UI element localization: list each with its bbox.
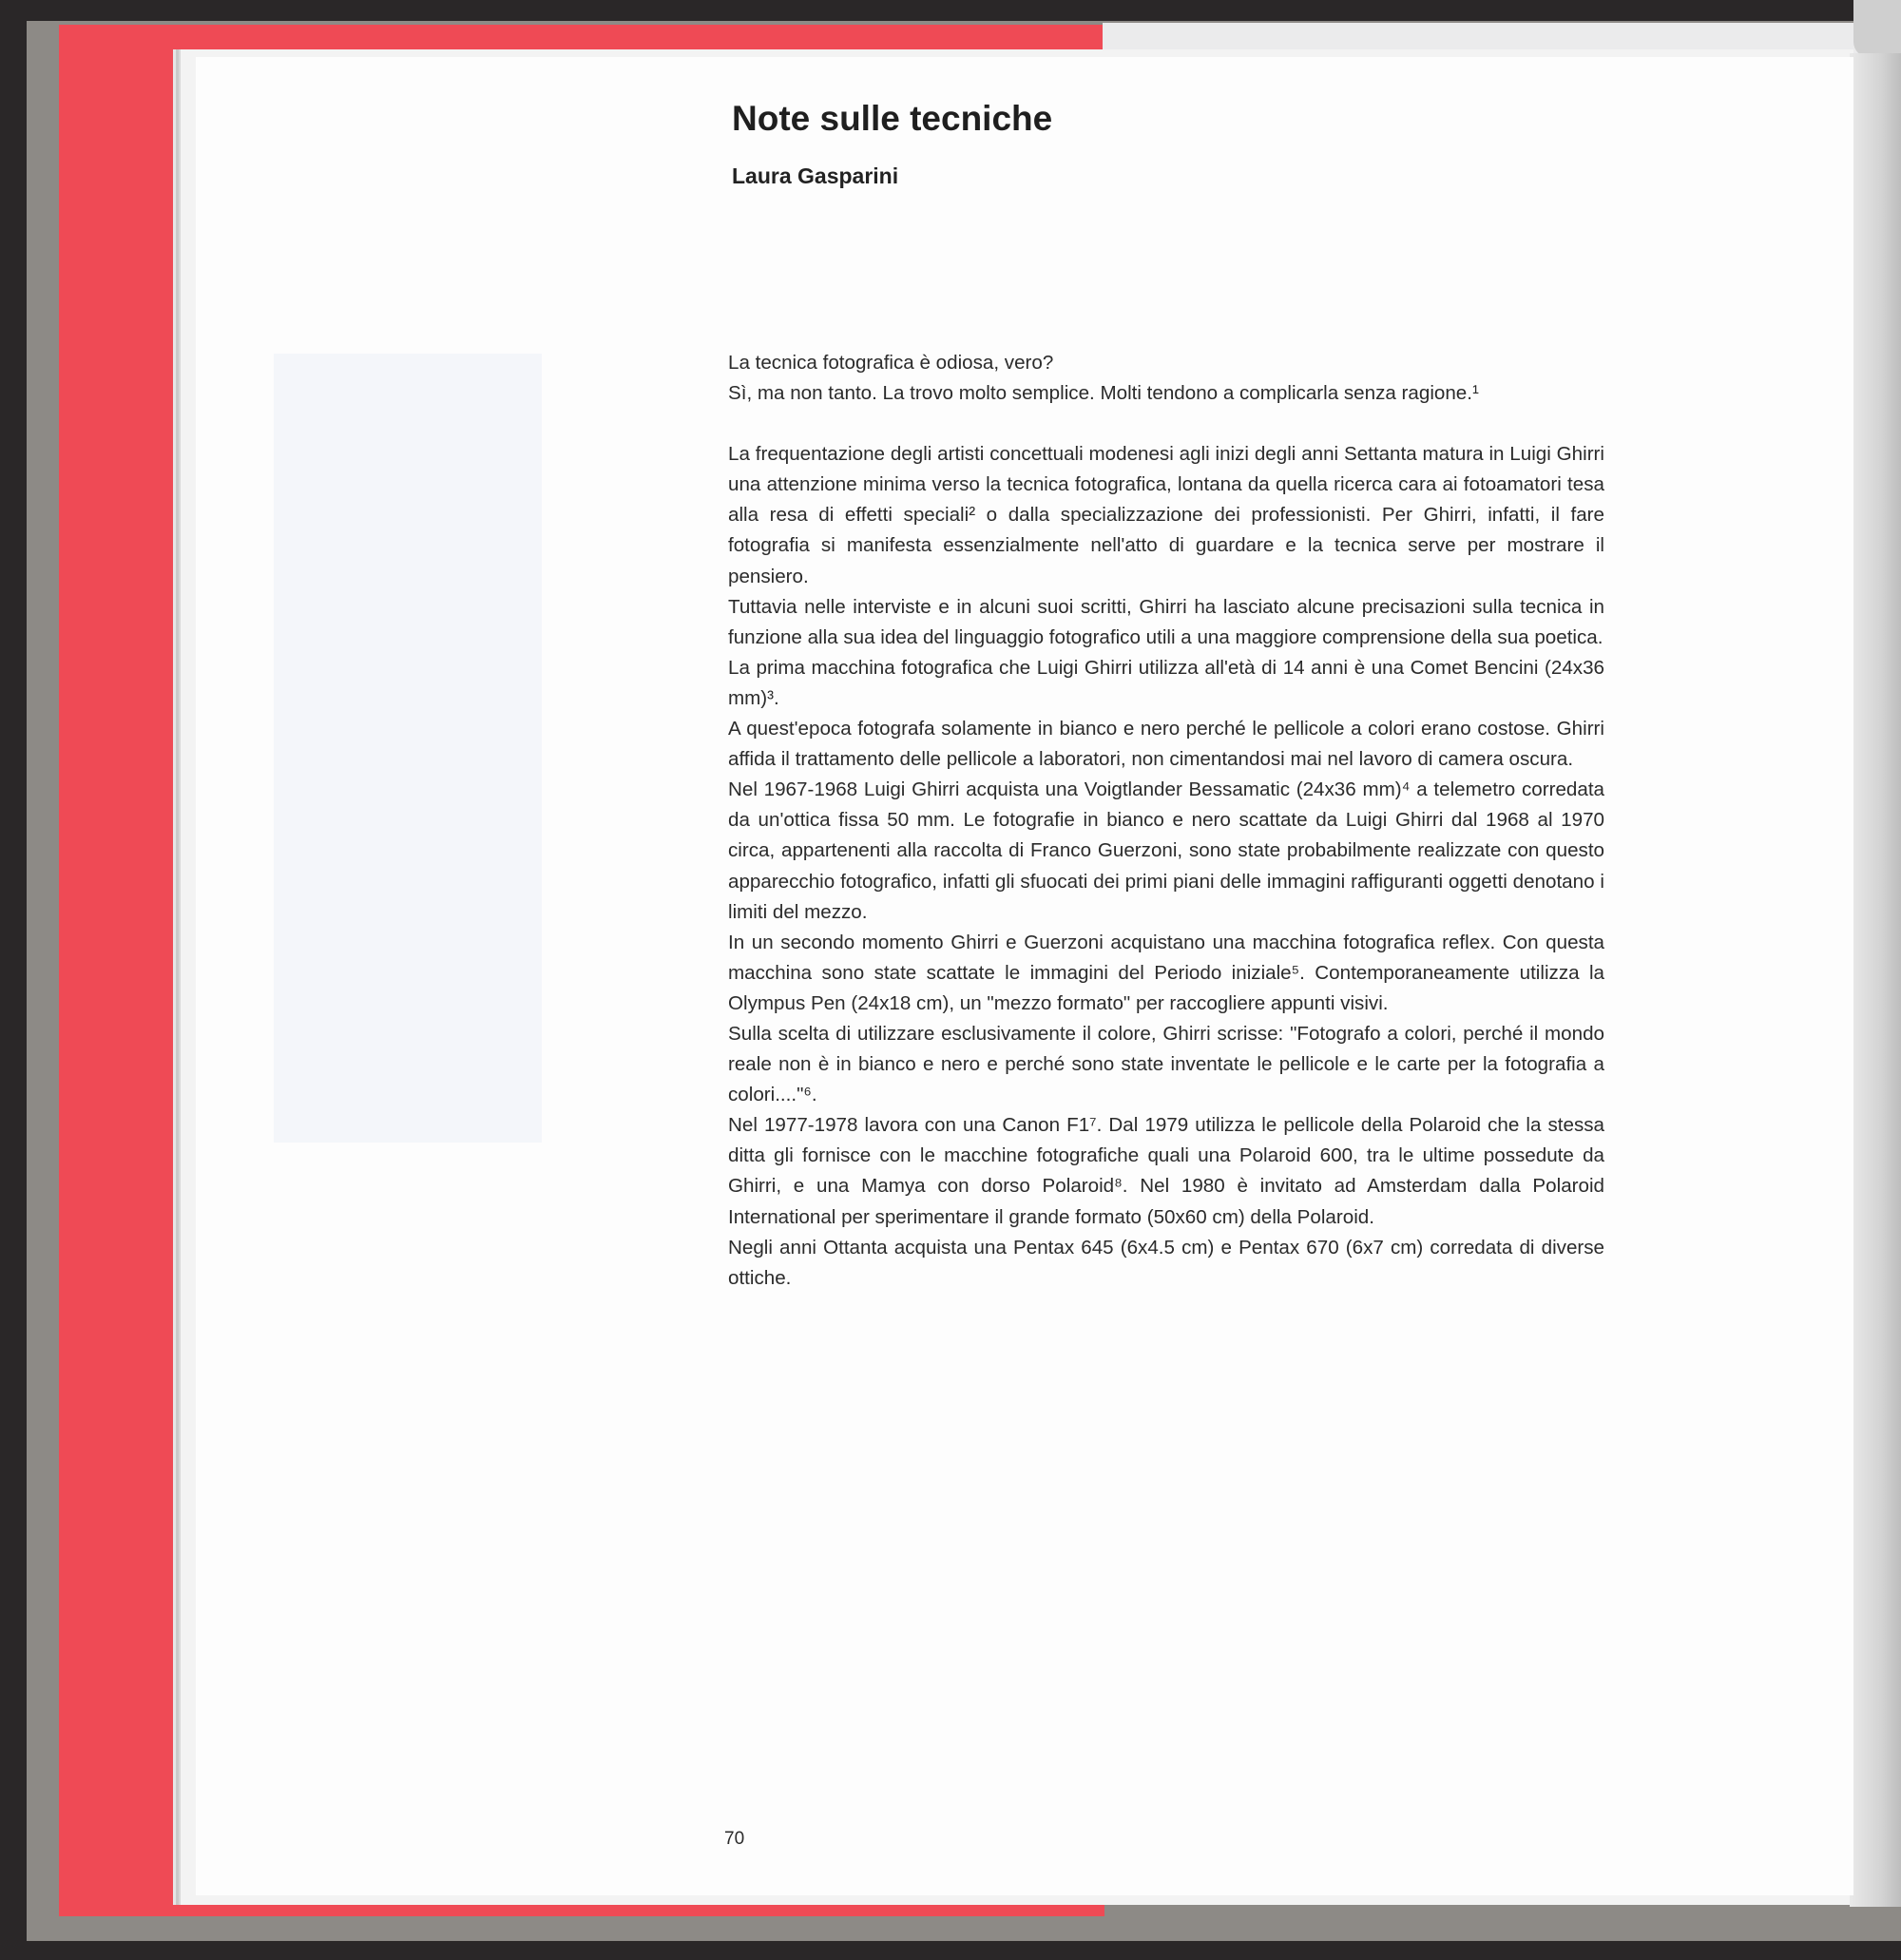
body-paragraph: A quest'epoca fotografa solamente in bianco e nero perché le pellicole a colori erano costose. Ghirri affida il trattamento delle pellicole a laboratori, non cimentandosi mai nel lavoro di camera oscura. bbox=[728, 718, 1604, 771]
quote-line: La tecnica fotografica è odiosa, vero? bbox=[728, 352, 1054, 374]
show-through-panel bbox=[274, 354, 542, 1143]
article-title: Note sulle tecniche bbox=[732, 99, 1053, 138]
body-paragraph: La prima macchina fotografica che Luigi Ghirri utilizza all'età di 14 anni è una Comet Bencini (24x36 mm)³. bbox=[728, 656, 1604, 709]
body-paragraph: Nel 1977-1978 lavora con una Canon F1⁷. Dal 1979 utilizza le pellicole della Polaroid che la stessa ditta gli fornisce con le macchine fotografiche quali una Polaroid 600, tra le ultime possedute da Ghirri, e una Mamya con dorso Polaroid⁸. Nel 1980 è invitato ad Amsterdam dalla Polaroid International per sperimentare il grande formato (50x60 cm) della Polaroid. bbox=[728, 1114, 1604, 1228]
body-paragraph: Nel 1967-1968 Luigi Ghirri acquista una Voigtlander Bessamatic (24x36 mm)⁴ a telemetro corredata da un'ottica fissa 50 mm. Le fotografie in bianco e nero scattate da Luigi Ghirri dal 1968 al 1970 circa, appartenenti alla raccolta di Franco Guerzoni, sono state probabilmente realizzate con questo apparecchio fotografico, infatti gli sfuocati dei primi piani delle immagini raffiguranti oggetti denotano i limiti del mezzo. bbox=[728, 778, 1604, 923]
body-paragraph: Negli anni Ottanta acquista una Pentax 645 (6x4.5 cm) e Pentax 670 (6x7 cm) corredata di diverse ottiche. bbox=[728, 1236, 1604, 1289]
quote-line: Sì, ma non tanto. La trovo molto semplice. Molti tendono a complicarla senza ragione.¹ bbox=[728, 382, 1479, 405]
body-paragraph: La frequentazione degli artisti concettuali modenesi agli inizi degli anni Settanta matura in Luigi Ghirri una attenzione minima verso la tecnica fotografica, lontana da quella ricerca cara ai fotoamatori tesa alla resa di effetti speciali² o dalla specializzazione dei professionisti. Per Ghirri, infatti, il fare fotografia si manifesta essenzialmente nell'atto di guardare e la tecnica serve per mostrare il pensiero. bbox=[728, 443, 1604, 587]
article-author: Laura Gasparini bbox=[732, 163, 899, 188]
article-body bbox=[728, 348, 1604, 1294]
body-paragraph: Sulla scelta di utilizzare esclusivamente il colore, Ghirri scrisse: "Fotografo a colori, perché il mondo reale non è in bianco e nero e perché sono state inventate le pellicole e le carte per la fotografia a colori...."⁶. bbox=[728, 1022, 1604, 1106]
page-number: 70 bbox=[724, 1829, 745, 1849]
body-paragraph: Tuttavia nelle interviste e in alcuni suoi scritti, Ghirri ha lasciato alcune precisazioni sulla tecnica in funzione alla sua idea del linguaggio fotografico utili a una maggiore comprensione della sua poetica. bbox=[728, 595, 1604, 648]
body-paragraph: In un secondo momento Ghirri e Guerzoni acquistano una macchina fotografica reflex. Con questa macchina sono state scattate le immagini del Periodo iniziale⁵. Contemporaneamente utilizza la Olympus Pen (24x18 cm), un "mezzo formato" per raccogliere appunti visivi. bbox=[728, 931, 1604, 1014]
page-fore-edge bbox=[1850, 53, 1901, 1907]
book-corner bbox=[1853, 0, 1901, 57]
